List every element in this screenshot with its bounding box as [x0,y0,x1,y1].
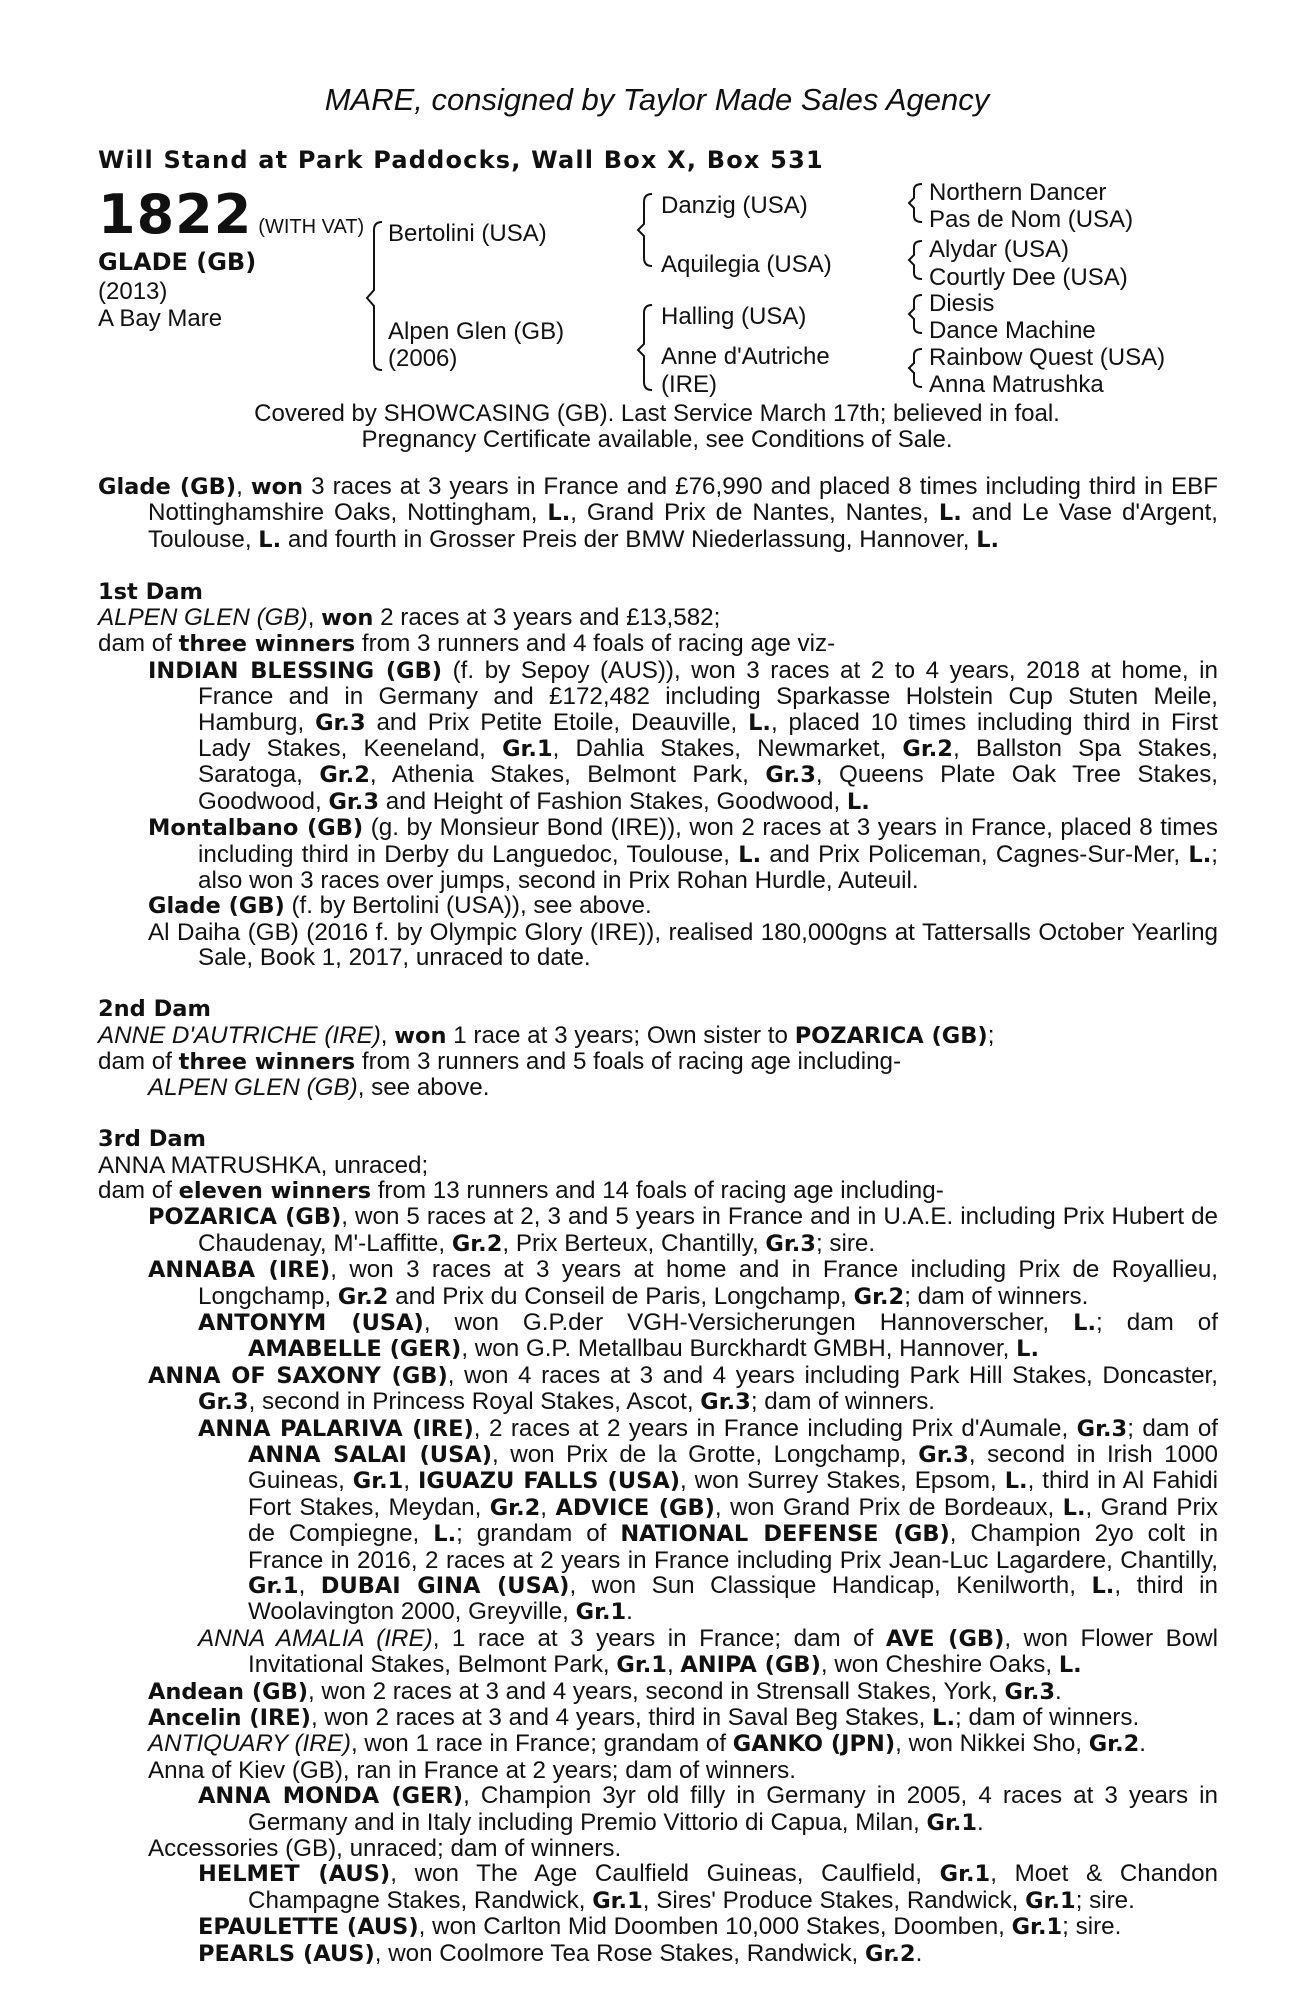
text-run: . [626,1598,633,1626]
text-run: Gr.3 [1004,1678,1056,1705]
text-run: Andean (GB) [148,1678,309,1705]
text-run: Gr.3 [198,1389,249,1416]
text-run: Ancelin (IRE) [148,1705,311,1732]
pedigree-sds: Alydar (USA) [929,236,1070,263]
text-run: IGUAZU FALLS (USA) [417,1468,681,1495]
text-run: L. [846,788,870,815]
text-run: Gr.3 [328,788,379,815]
paragraph [98,893,1218,919]
text-run: , won The Age Caulfield Guineas, Caulfield, [390,1860,940,1888]
certificate-note: Pregnancy Certificate available, see Conditions of Sale. [361,426,953,453]
text-run: L. [932,1705,955,1732]
text-run: 1 race at 3 years; Own sister to [446,1021,795,1049]
text-run: , won Prix de la Grotte, Longchamp, [491,1440,919,1468]
text-run: Gr.1 [939,1861,991,1888]
text-run: L. [258,526,282,553]
pedigree-dam-sire: Halling (USA) [661,303,807,330]
section-gap [98,1101,1218,1126]
text-run: L. [547,500,571,527]
text-run: , won Grand Prix de Bordeaux, [714,1493,1063,1521]
text-run: , Ballston Spa Stakes, Saratoga, [198,735,1218,789]
text-run: . [977,1808,984,1836]
text-run: and Prix du Conseil de Paris, Longchamp, [388,1282,854,1310]
text-run: Gr.1 [926,1809,978,1836]
text-run: . [915,1939,923,1967]
text-run: Gr.3 [765,1230,816,1257]
text-run: , second in Princess Royal Stakes, Ascot, [248,1388,701,1416]
text-run: L. [976,526,1000,553]
text-run: Gr.2 [865,1940,916,1967]
paragraph [98,579,1218,605]
paragraph [98,1783,1218,1836]
pedigree-sire: Bertolini (USA) [388,220,547,247]
paragraph [98,605,1218,631]
text-run: (g. by Monsieur Bond (IRE)), won 2 races at 3 years in France, placed 8 times including third in Derby du Languedoc, Toulouse, [198,814,1218,868]
text-run: , Grand Prix de Compiegne, [248,1493,1218,1548]
text-run: , won G.P.der VGH-Versicherungen Hannoverscher, [423,1308,1074,1336]
text-run: INDIAN BLESSING (GB) [148,657,443,684]
paragraph [98,1626,1218,1679]
text-run: (f. by Sepoy (AUS)), won 3 races at 2 to 4 years, 2018 at home, in France and in Germany and £172,482 including Sparkasse Holstein Cup Stuten Meile, Hamburg, [198,656,1218,736]
text-run: 2nd Dam [98,996,211,1023]
text-run: ANNE D'AUTRICHE (IRE) [98,1021,381,1049]
text-run: Montalbano (GB) [148,815,364,842]
text-run: , [236,473,251,500]
paragraph [98,1204,1218,1257]
pedigree-dam: Alpen Glen (GB) [388,318,565,345]
text-run: 3 races at 3 years in France and £76,990 and placed 8 times including third in EBF Nottinghamshire Oaks, Nottingham, [148,473,1219,527]
text-run: from 3 runners and 5 foals of racing age including- [355,1047,902,1075]
text-run: L. [738,841,762,868]
text-run: from 3 runners and 4 foals of racing age viz- [355,630,836,658]
text-run: ; dam of winners. [904,1282,1089,1310]
paragraph [98,1153,1218,1178]
horse-year: (2013) [98,278,168,305]
text-run: Gr.3 [700,1389,751,1416]
text-run: 3rd Dam [98,1126,206,1153]
text-run: and Le Vase d'Argent, Toulouse, [148,499,1218,553]
text-run: , see above. [357,1074,490,1102]
text-run: L. [433,1521,457,1548]
text-run: , won 2 races at 3 and 4 years, second in Strensall Stakes, York, [308,1677,1005,1705]
text-run: , Queens Plate Oak Tree Stakes, Goodwood, [198,761,1219,815]
text-run: , Moet & Chandon Champagne Stakes, Randwick, [248,1860,1218,1914]
pedigree-ddd: Anna Matrushka [929,371,1104,398]
covered-note: Covered by SHOWCASING (GB). Last Service March 17th; believed in foal. [254,400,1060,427]
text-run: POZARICA (GB) [148,1204,342,1231]
text-run: L. [1091,1573,1115,1600]
text-run: L. [1004,1468,1028,1495]
text-run: . [1139,1730,1147,1758]
text-run: , Grand Prix de Nantes, Nantes, [570,499,939,527]
text-run: , won Sun Classique Handicap, Kenilworth, [569,1572,1092,1600]
text-run: and Height of Fashion Stakes, Goodwood, [379,787,847,815]
text-run: ANNA PALARIVA (IRE) [198,1415,474,1442]
text-run: , [307,604,322,632]
paragraph [98,1836,1218,1861]
section-gap [98,553,1218,578]
text-run: Al Daiha (GB) (2016 f. by Olympic Glory (IRE)), realised 180,000gns at Tattersalls October Yearling Sale, Book 1, 2017, unraced to date. [148,918,1218,972]
text-run: eleven winners [178,1177,371,1204]
text-run: Gr.1 [575,1599,627,1626]
paragraph [98,1731,1218,1757]
vat-note: (WITH VAT) [258,216,365,238]
text-run: , won 1 race in France; grandam of [350,1730,733,1758]
text-run: , Dahlia Stakes, Newmarket, [552,735,903,763]
text-run: ; sire. [1075,1886,1135,1914]
text-run: , Champion 2yo colt in France in 2016, 2 races at 2 years in France including Prix Jean-Luc Lagardere, Chantilly, [248,1520,1219,1574]
text-run: Gr.1 [352,1468,404,1495]
paragraph [98,1075,1218,1100]
text-run: , won Surrey Stakes, Epsom, [680,1467,1005,1495]
pedigree-notes [98,474,1218,1967]
pedigree-dam-dam: Anne d'Autriche [661,343,830,370]
text-run: Gr.1 [248,1573,299,1600]
text-run: Gr.3 [765,762,816,789]
paragraph [98,1363,1218,1416]
text-run: , third in Woolavington 2000, Greyville, [248,1572,1218,1626]
horse-name: GLADE (GB) [98,248,257,276]
pedigree-ssd: Pas de Nom (USA) [929,206,1134,233]
text-run: Glade (GB) [98,474,237,500]
text-run: dam of [98,630,179,658]
text-run: L. [1016,1336,1040,1363]
text-run: , [298,1572,321,1600]
text-run: L. [1062,1494,1086,1521]
text-run: AMABELLE (GER) [248,1336,462,1363]
text-run: DUBAI GINA (USA) [320,1573,570,1600]
text-run: , second in Irish 1000 Guineas, [248,1440,1218,1495]
text-run: PEARLS (AUS) [198,1940,375,1967]
pedigree-sire-dam: Aquilegia (USA) [661,251,832,278]
paragraph [98,1861,1218,1914]
text-run: , third in Al Fahidi Fort Stakes, Meydan, [248,1467,1218,1521]
text-run: , won Flower Bowl Invitational Stakes, Belmont Park, [248,1624,1218,1679]
text-run: , [403,1467,418,1495]
text-run: , [540,1493,556,1521]
text-run: Gr.1 [616,1652,667,1679]
text-run: ; also won 3 races over jumps, second in Prix Rohan Hurdle, Auteuil. [198,840,1218,895]
text-run: Anna of Kiev (GB), ran in France at 2 years; dam of winners. [148,1756,796,1784]
text-run: ; sire. [815,1229,876,1257]
text-run: ANNA MONDA (GER) [198,1783,464,1810]
pedigree-sdd: Courtly Dee (USA) [929,264,1128,291]
text-run: Gr.3 [1076,1415,1128,1442]
stand-location: Will Stand at Park Paddocks, Wall Box X, Box 531 [98,146,824,174]
text-run: won [321,605,374,632]
text-run: and Prix Policeman, Cagnes-Sur-Mer, [761,840,1189,868]
text-run: ; grandam of [456,1520,621,1548]
text-run: ; sire. [1062,1913,1122,1941]
paragraph [98,1679,1218,1705]
text-run: . [1055,1677,1062,1705]
text-run: won [250,474,304,500]
text-run: ADVICE (GB) [555,1494,715,1521]
text-run: 2 races at 3 years and £13,582; [373,604,721,632]
text-run: ANIPA (GB) [680,1652,821,1679]
horse-description: A Bay Mare [98,305,223,332]
text-run: L. [938,500,962,527]
text-run: ; dam of [1096,1308,1218,1336]
paragraph [98,920,1218,971]
text-run: ; dam of winners. [955,1704,1140,1732]
text-run: ; [987,1021,995,1049]
text-run: , placed 10 times including third in First Lady Stakes, Keeneland, [198,708,1218,763]
text-run: Accessories (GB), unraced; dam of winners. [148,1835,622,1863]
paragraph [98,1941,1218,1967]
text-run: won [394,1022,447,1049]
text-run: , won Carlton Mid Doomben 10,000 Stakes, Doomben, [418,1913,1012,1941]
text-run: L. [1058,1652,1082,1679]
text-run: Gr.1 [1011,1914,1063,1941]
text-run: , [666,1651,681,1679]
text-run: (f. by Bertolini (USA)), see above. [284,892,652,920]
text-run: AVE (GB) [885,1625,1005,1652]
text-run: dam of [98,1047,179,1075]
paragraph [98,1178,1218,1204]
lot-number-block [98,183,364,246]
text-run: three winners [178,631,356,658]
text-run: ALPEN GLEN (GB) [148,1074,358,1102]
text-run: Gr.1 [1025,1887,1076,1914]
section-gap [98,971,1218,996]
text-run: , won 3 races at 3 years at home and in France including Prix de Royallieu, Longchamp, [198,1256,1218,1310]
pedigree-sss: Northern Dancer [929,179,1107,206]
text-run: Gr.1 [502,736,553,763]
paragraph [98,658,1218,815]
text-run: POZARICA (GB) [794,1022,988,1049]
text-run: , 2 races at 2 years in France including Prix d'Aumale, [473,1414,1077,1442]
text-run: Gr.2 [853,1283,905,1310]
text-run: Gr.2 [319,762,370,789]
pedigree-dam-dam-country: (IRE) [661,371,717,398]
paragraph [98,1416,1218,1626]
text-run: and fourth in Grosser Preis der BMW Niederlassung, Hannover, [281,525,977,553]
text-run: Gr.2 [1088,1731,1140,1758]
consignor-heading: MARE, consigned by Taylor Made Sales Agency [324,82,990,117]
text-run: Gr.1 [592,1887,643,1914]
paragraph [98,1257,1218,1310]
text-run: Gr.2 [451,1230,503,1257]
text-run: dam of [98,1176,179,1204]
text-run: L. [1073,1309,1097,1336]
text-run: , won 4 races at 3 and 4 years including Park Hill Stakes, Doncaster, [447,1361,1218,1389]
pedigree-dss: Diesis [929,290,995,317]
paragraph [98,474,1218,553]
text-run: L. [748,709,771,736]
text-run: , won 2 races at 3 and 4 years, third in Saval Beg Stakes, [310,1704,933,1732]
paragraph [98,631,1218,657]
paragraph [98,1023,1218,1049]
text-run: ; dam of [1127,1414,1219,1442]
paragraph [98,1914,1218,1940]
paragraph [98,1049,1218,1075]
text-run: Gr.2 [337,1283,389,1310]
text-run: ANNA OF SAXONY (GB) [148,1362,448,1389]
text-run: , won Cheshire Oaks, [820,1651,1059,1679]
text-run: ; dam of winners. [750,1388,936,1416]
text-run: ANNA AMALIA (IRE) [198,1624,433,1652]
text-run: , won 5 races at 2, 3 and 5 years in France and in U.A.E. including Prix Hubert de Chaudenay, M'-Laffitte, [198,1203,1218,1257]
text-run: 1st Dam [98,578,203,605]
paragraph [98,1126,1218,1152]
pedigree-dsd: Dance Machine [929,317,1096,344]
text-run: Gr.3 [315,709,366,736]
paragraph [98,1705,1218,1731]
text-run: Gr.2 [489,1494,541,1521]
text-run: NATIONAL DEFENSE (GB) [620,1521,950,1548]
text-run: L. [1188,841,1212,868]
text-run: , [380,1021,395,1049]
text-run: GANKO (JPN) [732,1731,896,1758]
pedigree-dam-year: (2006) [388,345,458,372]
text-run: HELMET (AUS) [198,1861,391,1888]
text-run: three winners [178,1048,356,1075]
text-run: and Prix Petite Etoile, Deauville, [365,708,749,736]
text-run: EPAULETTE (AUS) [198,1914,419,1941]
text-run: , Athenia Stakes, Belmont Park, [369,761,766,789]
paragraph [98,1310,1218,1363]
text-run: , won G.P. Metallbau Burckhardt GMBH, Hannover, [461,1335,1017,1363]
text-run: , Prix Berteux, Chantilly, [502,1229,766,1257]
paragraph [98,996,1218,1022]
text-run: from 13 runners and 14 foals of racing age including- [370,1176,944,1204]
text-run: , 1 race at 3 years in France; dam of [432,1624,886,1652]
paragraph [98,1758,1218,1783]
pedigree-dds: Rainbow Quest (USA) [929,344,1166,371]
text-run: ANNABA (IRE) [148,1257,331,1284]
paragraph [98,815,1218,893]
text-run: , Champion 3yr old filly in Germany in 2005, 4 races at 3 years in Germany and in Italy including Premio Vittorio di Capua, Milan, [248,1782,1219,1836]
text-run: ANNA SALAI (USA) [248,1441,492,1468]
text-run: , won Coolmore Tea Rose Stakes, Randwick, [374,1939,865,1967]
text-run: , won Nikkei Sho, [895,1730,1089,1758]
text-run: , Sires' Produce Stakes, Randwick, [642,1886,1026,1914]
text-run: Glade (GB) [148,893,285,920]
text-run: ANTIQUARY (IRE) [148,1730,351,1758]
text-run: ANNA MATRUSHKA, unraced; [98,1151,429,1179]
text-run: Gr.2 [902,736,953,763]
text-run: ALPEN GLEN (GB) [98,604,308,632]
pedigree-sire-sire: Danzig (USA) [661,192,808,219]
text-run: Gr.3 [918,1441,969,1468]
text-run: ANTONYM (USA) [198,1309,424,1336]
lot-number: 1822 [98,183,253,246]
